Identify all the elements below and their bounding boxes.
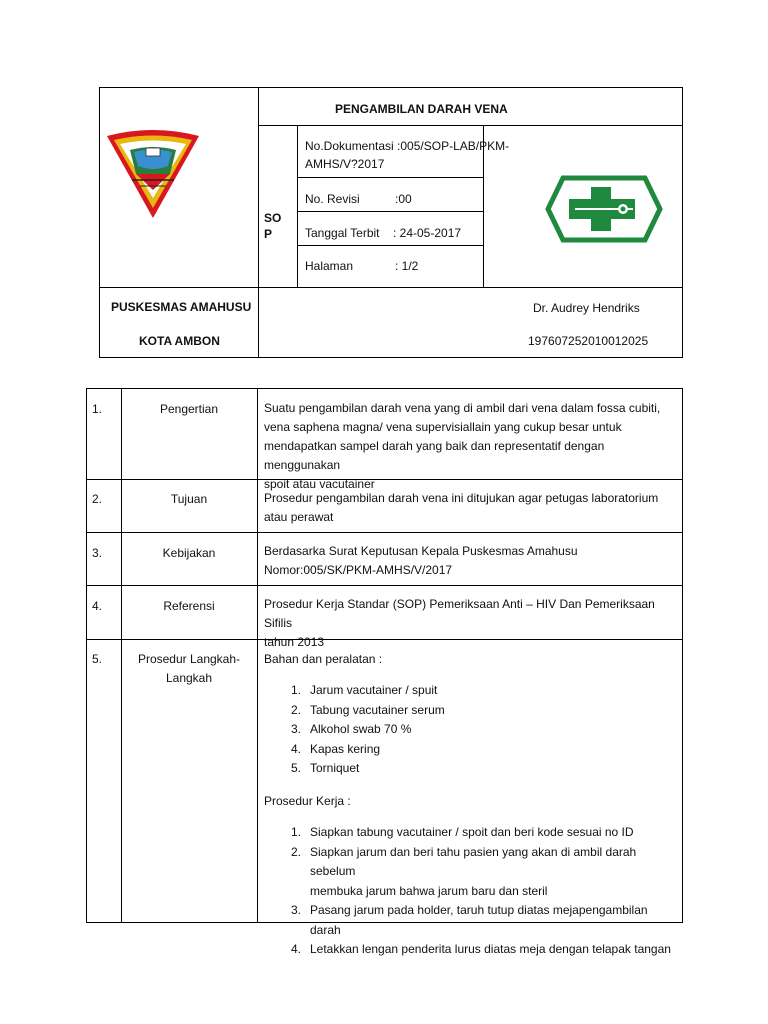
row-content-tujuan: Prosedur pengambilan darah vena ini ditujukan agar petugas laboratorium atau perawat [264,491,659,524]
procedure-heading: Prosedur Kerja : [264,794,351,808]
city-emblem-logo [106,128,200,220]
issue-date-value: : 24-05-2017 [393,226,462,240]
row-title-prosedur-cont: Langkah [165,671,213,685]
signer-id: 197607252010012025 [528,334,649,348]
doc-number: No.Dokumentasi :005/SOP-LAB/PKM- [305,139,510,153]
revision-value: :00 [395,192,412,206]
row-title-pengertian: Pengertian [159,402,219,416]
puskesmas-logo [545,175,663,243]
materials-list [285,681,675,779]
row-number: 3. [92,546,103,560]
sop-label-line2: P [264,227,273,241]
materials-heading: Bahan dan peralatan : [264,652,383,666]
row-title-kebijakan: Kebijakan [162,546,216,560]
list-item: 4. Kapas kering [290,741,381,756]
list-item: 3. Alkohol swab 70 % [290,722,412,736]
list-item: 2. Siapkan jarum dan beri tahu pasien yang akan di ambil darah sebelum [290,844,637,878]
row-title-prosedur: Prosedur Langkah- [137,652,241,666]
document-title: PENGAMBILAN DARAH VENA [335,102,508,116]
row-content-kebijakan: Berdasarka Surat Keputusan Kepala Puskesmas Amahusu Nomor:005/SK/PKM-AMHS/V/2017 [264,544,578,577]
signer-name: Dr. Audrey Hendriks [533,301,640,315]
org-name: PUSKESMAS AMAHUSU [111,300,252,314]
row-number: 4. [92,599,103,613]
page-label: Halaman [305,259,354,273]
row-title-tujuan: Tujuan [170,492,208,506]
list-item: 3. Pasang jarum pada holder, taruh tutup diatas mejapengambilan darah [290,903,648,937]
doc-number-cont: AMHS/V?2017 [305,157,385,171]
list-item: 5. Torniquet [290,761,360,775]
city-name: KOTA AMBON [139,334,220,348]
list-item: 1. Jarum vacutainer / spuit [290,683,438,697]
row-number: 1. [92,402,103,416]
row-number: 2. [92,492,103,506]
row-content-referensi: Prosedur Kerja Standar (SOP) Pemeriksaan Anti – HIV Dan Pemeriksaan Sifilis tahun 2013 [264,597,655,649]
list-item: 4. Letakkan lengan penderita lurus diatas meja dengan telapak tangan [290,942,671,956]
row-title-referensi: Referensi [163,599,215,613]
row-content-pengertian: Suatu pengambilan darah vena yang di ambil dari vena dalam fossa cubiti, vena saphena magna/ vena supervisiallain yang cukup besar untuk mendapatkan sampel darah yang baik dan representatif dengan menggunakan spoit atau vacutainer [264,401,661,491]
sop-label-line1: SO [264,211,282,225]
issue-date-label: Tanggal Terbit [305,226,380,240]
row-number: 5. [92,652,103,666]
list-item: 2. Tabung vacutainer serum [290,702,445,717]
revision-label: No. Revisi [305,192,360,206]
list-item: membuka jarum bahwa jarum baru dan steril [310,883,548,898]
list-item: 1. Siapkan tabung vacutainer / spoit dan beri kode sesuai no ID [290,825,634,839]
procedure-list [285,823,679,960]
page-value: : 1/2 [395,259,419,273]
